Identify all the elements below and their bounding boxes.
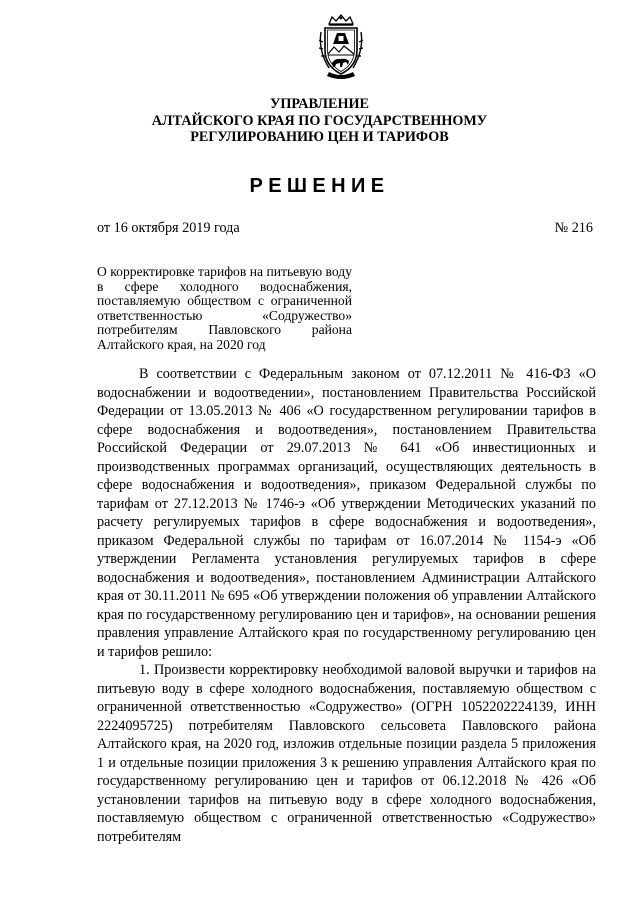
org-line-2: АЛТАЙСКОГО КРАЯ ПО ГОСУДАРСТВЕННОМУ xyxy=(151,112,488,129)
document-subject: О корректировке тарифов на питьевую воду в сфере холодного водоснабжения, поставляемую обществом с ограниченной ответственностью «Содружество» потребителям Павловского района Алтайского края, на 2020 год xyxy=(97,264,352,352)
document-body xyxy=(97,365,596,846)
org-line-3: РЕГУЛИРОВАНИЮ ЦЕН И ТАРИФОВ xyxy=(190,129,449,146)
organization-name xyxy=(0,96,639,146)
decision-item-1: 1. Произвести корректировку необходимой валовой выручки и тарифов на питьевую воду в сфере холодного водоснабжения, поставляемую обществом с ограниченной ответственностью «Содружество» (ОГРН 1052202224139, ИНН 2224095725) потребителям Павловского сельсовета Павловского района Алтайского края, на 2020 год, изложив отдельные позиции раздела 5 приложения 1 и отдельные позиции приложения 3 к решению управления Алтайского края по государственному регулированию цен и тарифов от 06.12.2018 № 426 «Об установлении тарифов на питьевую воду в сфере холодного водоснабжения, поставляемую обществом с ограниченной ответственностью «Содружество» потребителям xyxy=(97,662,596,845)
document-date: от 16 октября 2019 года xyxy=(97,220,240,236)
coat-of-arms-icon xyxy=(315,14,367,80)
document-number: № 216 xyxy=(554,220,593,236)
document-type-title: РЕШЕНИЕ xyxy=(249,175,390,197)
org-line-1: УПРАВЛЕНИЕ xyxy=(269,96,370,112)
preamble-paragraph: В соответствии с Федеральным законом от 07.12.2011 № 416-ФЗ «О водоснабжении и водоотведении», постановлением Правительства Российской Федерации от 13.05.2013 № 406 «О государственном регулировании тарифов в сфере водоснабжения и водоотведения», постановлением Правительства Российской Федерации от 29.07.2013 № 641 «Об инвестиционных и производственных программах организаций, осуществляющих деятельность в сфере водоснабжения и водоотведения», приказом Федеральной службы по тарифам от 27.12.2013 № 1746-э «Об утверждении Методических указаний по расчету регулируемых тарифов в сфере водоснабжения и водоотведения», приказом Федеральной службы по тарифам от 16.07.2014 № 1154-э «Об утверждении Регламента установления регулируемых тарифов в сфере водоснабжения и водоотведения», постановлением Администрации Алтайского края от 30.11.2011 № 695 «Об утверждении положения об управлении Алтайского края по государственному регулированию цен и тарифов», на основании решения правления управление Алтайского края по государственному регулированию цен и тарифов решило: xyxy=(97,366,596,660)
